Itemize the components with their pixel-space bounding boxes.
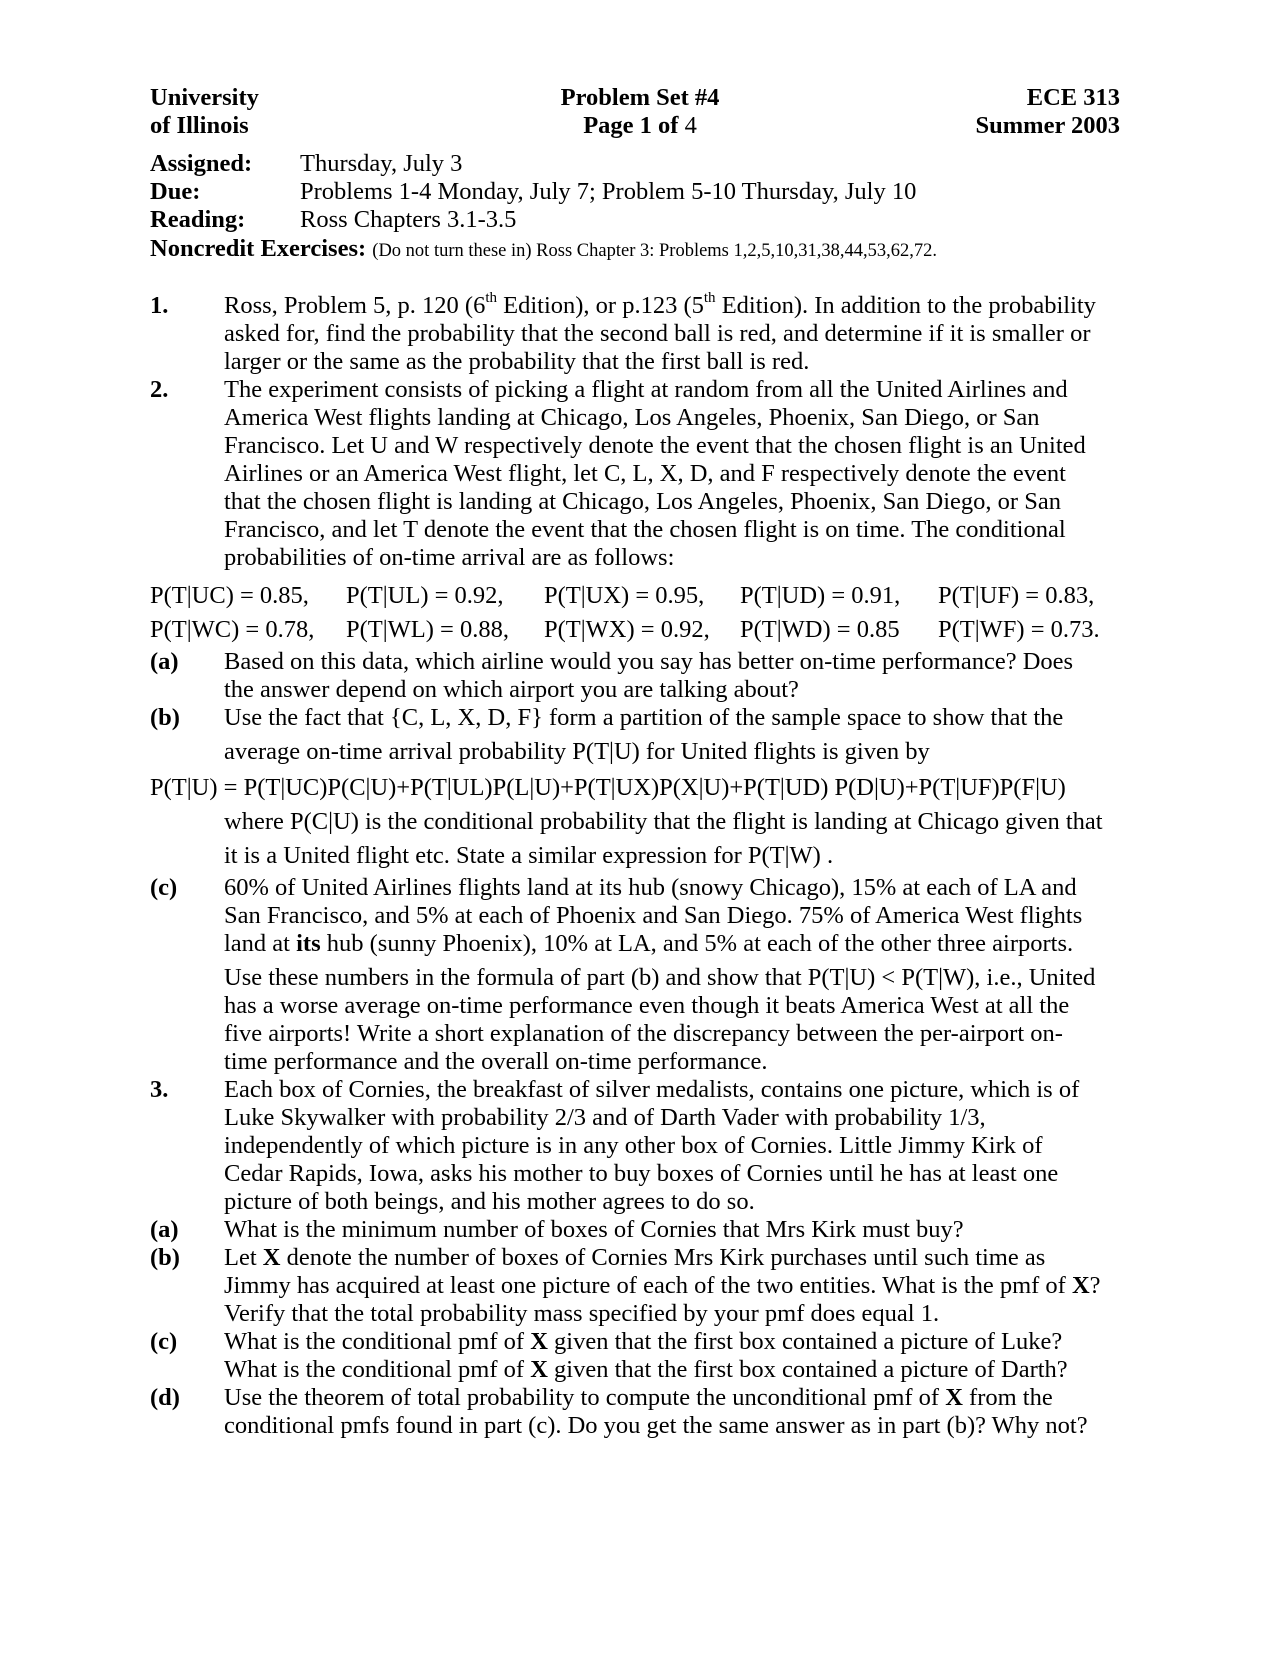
header-course: ECE 313 <box>1026 84 1120 111</box>
p1-sup-1: th <box>485 289 498 306</box>
p3c-bold-x: X <box>530 1328 548 1355</box>
due-label: Due: <box>150 178 201 205</box>
p3c-text-a: What is the conditional pmf of <box>224 1328 531 1355</box>
noncredit-value: (Do not turn these in) Ross Chapter 3: Problems 1,2,5,10,31,38,44,53,62,72. <box>372 241 938 261</box>
problem-1-number: 1. <box>150 292 169 319</box>
problem-2b-label: (b) <box>150 704 180 731</box>
problem-2a-label: (a) <box>150 648 179 675</box>
problem-3-number: 3. <box>150 1076 169 1103</box>
problem-2a-line-2: the answer depend on which airport you are talking about? <box>224 676 799 703</box>
problem-2c-line-4: Use these numbers in the formula of part (b) and show that P(T|U) < P(T|W), i.e., United <box>224 964 1096 991</box>
p3b-l2-text-c: ? <box>1089 1272 1101 1299</box>
prob-wc: P(T|WC) = 0.78, <box>150 616 315 643</box>
assigned-label: Assigned: <box>150 150 253 177</box>
problem-3b-line-2 <box>224 1272 1101 1300</box>
p3b-text-a: Let <box>224 1244 263 1271</box>
prob-wl: P(T|WL) = 0.88, <box>346 616 509 643</box>
problem-3d-line-2: conditional pmfs found in part (c). Do you get the same answer as in part (b)? Why not? <box>224 1412 1088 1439</box>
problem-2b-line-4: it is a United flight etc. State a similar expression for P(T|W) . <box>224 842 834 869</box>
problem-2a-line-1: Based on this data, which airline would you say has better on-time performance? Does <box>224 648 1074 675</box>
problem-2b-line-1: Use the fact that {C, L, X, D, F} form a partition of the sample space to show that the <box>224 704 1064 731</box>
problem-2-line-4: Airlines or an America West flight, let C, L, X, D, and F respectively denote the event <box>224 460 1066 487</box>
p3c-l2-text-a: What is the conditional pmf of <box>224 1356 531 1383</box>
p3b-l2-bold-x: X <box>1071 1272 1090 1299</box>
p3b-text-c: denote the number of boxes of Cornies Mrs Kirk purchases until such time as <box>280 1244 1046 1271</box>
p3d-text-a: Use the theorem of total probability to compute the unconditional pmf of <box>224 1384 946 1411</box>
prob-wd: P(T|WD) = 0.85 <box>740 616 900 643</box>
problem-3b-line-1 <box>224 1244 1045 1272</box>
problem-1-line-3: larger or the same as the probability that the first ball is red. <box>224 348 810 375</box>
problem-3d-line-1 <box>224 1384 1053 1412</box>
problem-3-line-3: independently of which picture is in any other box of Cornies. Little Jimmy Kirk of <box>224 1132 1043 1159</box>
header-page-info <box>490 112 790 140</box>
problem-3b-label: (b) <box>150 1244 180 1271</box>
header-university: University <box>150 84 259 111</box>
problem-3-line-4: Cedar Rapids, Iowa, asks his mother to buy boxes of Cornies until he has at least one <box>224 1160 1059 1187</box>
problem-2b-line-2: average on-time arrival probability P(T|U) for United flights is given by <box>224 738 930 765</box>
p1-sup-2: th <box>703 289 716 306</box>
prob-uf: P(T|UF) = 0.83, <box>938 582 1095 609</box>
problem-2-line-3: Francisco. Let U and W respectively denote the event that the chosen flight is an United <box>224 432 1086 459</box>
problem-2c-line-2: San Francisco, and 5% at each of Phoenix and San Diego. 75% of America West flights <box>224 902 1083 929</box>
problem-2c-line-1: 60% of United Airlines flights land at its hub (snowy Chicago), 15% at each of LA and <box>224 874 1077 901</box>
noncredit-label: Noncredit Exercises: <box>150 235 367 262</box>
problem-2c-line-6: five airports! Write a short explanation of the discrepancy between the per-airport on- <box>224 1020 1063 1047</box>
problem-2-line-5: that the chosen flight is landing at Chicago, Los Angeles, Phoenix, San Diego, or San <box>224 488 1061 515</box>
problem-3b-line-3: Verify that the total probability mass specified by your pmf does equal 1. <box>224 1300 940 1327</box>
problem-3-line-5: picture of both beings, and his mother agrees to do so. <box>224 1188 755 1215</box>
due-value: Problems 1-4 Monday, July 7; Problem 5-10 Thursday, July 10 <box>300 178 917 205</box>
header-page-total: 4 <box>684 112 697 139</box>
problem-2-line-6: Francisco, and let T denote the event that the chosen flight is on time. The conditional <box>224 516 1066 543</box>
p1-text-a: Ross, Problem 5, p. 120 (6 <box>224 292 486 319</box>
p1-text-c: Edition). In addition to the probability <box>715 292 1096 319</box>
problem-3-line-1: Each box of Cornies, the breakfast of silver medalists, contains one picture, which is of <box>224 1076 1080 1103</box>
problem-3c-label: (c) <box>150 1328 178 1355</box>
problem-1-line-2: asked for, find the probability that the second ball is red, and determine if it is smaller or <box>224 320 1091 347</box>
p2c-bold-its: its <box>296 930 321 957</box>
header-term: Summer 2003 <box>975 112 1120 139</box>
p2c-text-a: land at <box>224 930 297 957</box>
header-problem-set: Problem Set #4 <box>560 84 720 111</box>
problem-2c-label: (c) <box>150 874 178 901</box>
prob-ul: P(T|UL) = 0.92, <box>346 582 504 609</box>
prob-wx: P(T|WX) = 0.92, <box>544 616 710 643</box>
problem-2-line-1: The experiment consists of picking a flight at random from all the United Airlines and <box>224 376 1068 403</box>
problem-2-line-2: America West flights landing at Chicago, Los Angeles, Phoenix, San Diego, or San <box>224 404 1040 431</box>
problem-3-line-2: Luke Skywalker with probability 2/3 and of Darth Vader with probability 1/3, <box>224 1104 986 1131</box>
p1-text-b: Edition), or p.123 (5 <box>497 292 704 319</box>
problem-2c-line-5: has a worse average on-time performance even though it beats America West at all the <box>224 992 1070 1019</box>
assigned-value: Thursday, July 3 <box>300 150 463 177</box>
problem-3c-line-2 <box>224 1356 1068 1384</box>
reading-label: Reading: <box>150 206 246 233</box>
problem-2b-line-3: where P(C|U) is the conditional probability that the flight is landing at Chicago given that <box>224 808 1103 835</box>
problem-3d-label: (d) <box>150 1384 180 1411</box>
p3b-bold-x: X <box>262 1244 281 1271</box>
p3d-bold-x: X <box>945 1384 963 1411</box>
problem-2c-line-3 <box>224 930 1073 958</box>
p3b-l2-text-a: Jimmy has acquired at least one picture of each of the two entities. What is the pmf of <box>224 1272 1072 1299</box>
header-of-illinois: of Illinois <box>150 112 249 139</box>
noncredit-line <box>150 235 937 265</box>
prob-ud: P(T|UD) = 0.91, <box>740 582 901 609</box>
problem-3c-line-1 <box>224 1328 1062 1356</box>
problem-3a-line-1: What is the minimum number of boxes of Cornies that Mrs Kirk must buy? <box>224 1216 964 1243</box>
problem-2b-formula: P(T|U) = P(T|UC)P(C|U)+P(T|UL)P(L|U)+P(T|UX)P(X|U)+P(T|UD) P(D|U)+P(T|UF)P(F|U) <box>150 774 1066 801</box>
reading-value: Ross Chapters 3.1-3.5 <box>300 206 517 233</box>
prob-ux: P(T|UX) = 0.95, <box>544 582 705 609</box>
problem-2-line-7: probabilities of on-time arrival are as follows: <box>224 544 675 571</box>
header-page-prefix: Page 1 of <box>583 112 679 139</box>
p2c-text-c: hub (sunny Phoenix), 10% at LA, and 5% at each of the other three airports. <box>320 930 1074 957</box>
prob-wf: P(T|WF) = 0.73. <box>938 616 1100 643</box>
problem-1-line-1 <box>224 289 1096 320</box>
prob-uc: P(T|UC) = 0.85, <box>150 582 309 609</box>
problem-3a-label: (a) <box>150 1216 179 1243</box>
p3c-l2-bold-x: X <box>530 1356 548 1383</box>
p3c-text-c: given that the first box contained a picture of Luke? <box>547 1328 1063 1355</box>
problem-2-number: 2. <box>150 376 169 403</box>
problem-2c-line-7: time performance and the overall on-time performance. <box>224 1048 768 1075</box>
p3c-l2-text-c: given that the first box contained a picture of Darth? <box>547 1356 1068 1383</box>
p3d-text-c: from the <box>962 1384 1053 1411</box>
